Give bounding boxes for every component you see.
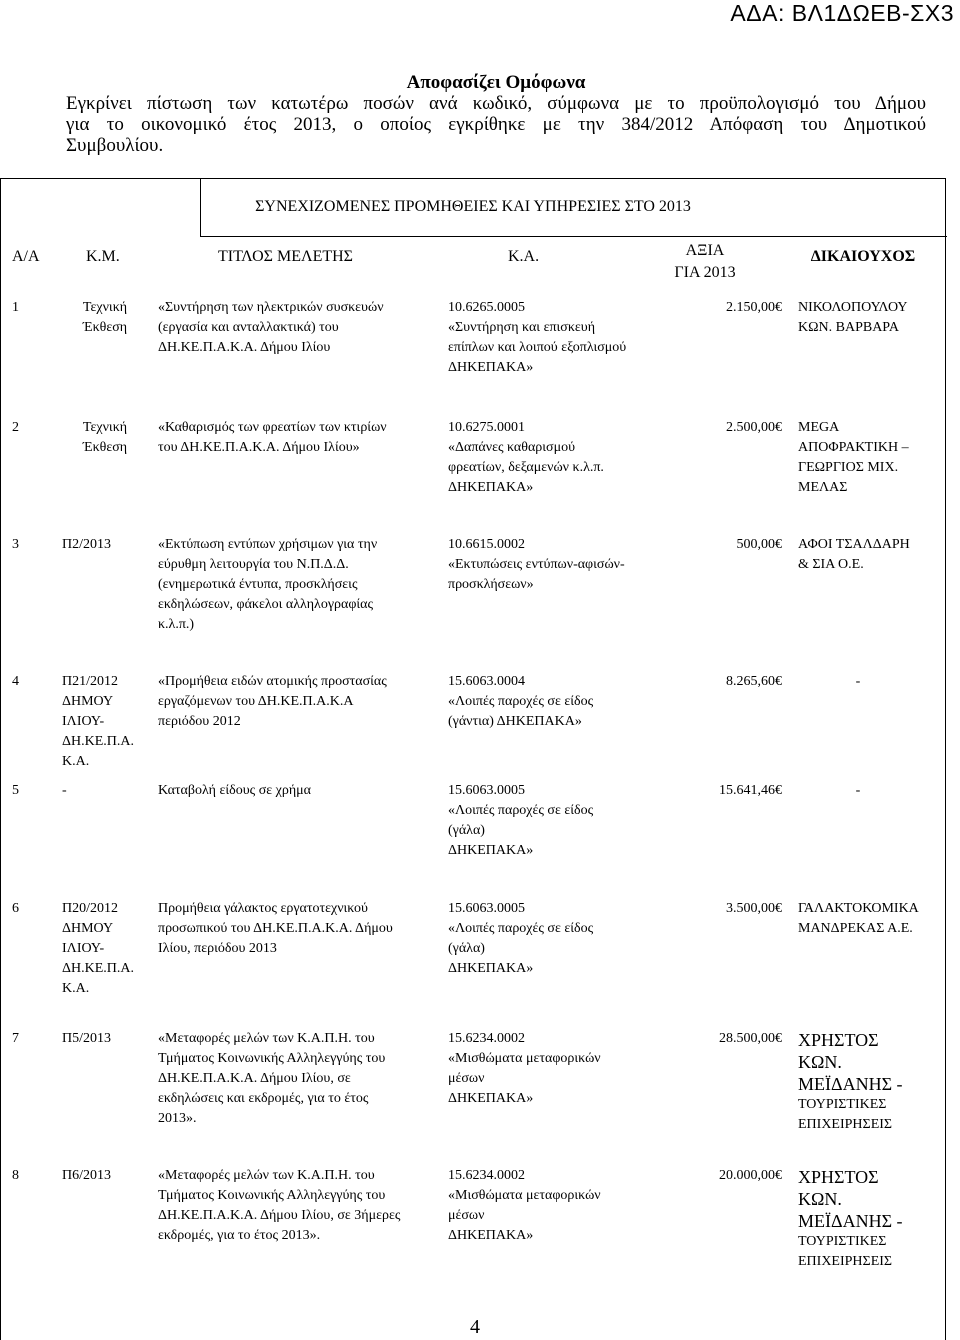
cell-line: επίπλων και λοιπού εξοπλισμού [448, 340, 627, 355]
cell-line: 15.6063.0004 [448, 674, 525, 689]
row-title [158, 1166, 440, 1246]
cell-line: ΔΗΚΕΠΑΚΑ» [448, 360, 534, 375]
cell-line: «Εκτύπωση εντύπων χρήσιμων για την [158, 537, 378, 552]
cell-line: (γάλα) [448, 823, 485, 838]
cell-line: εργαζόμενων του ΔΗ.ΚΕ.Π.Α.Κ.Α [158, 694, 354, 709]
header-axia [650, 240, 760, 284]
euro-sign: € [775, 783, 782, 798]
cell-line: ΑΠΟΦΡΑΚΤΙΚΗ – [798, 440, 909, 455]
cell-line: ΧΡΗΣΤΟΣ [798, 1030, 879, 1050]
cell-line: 15.6234.0002 [448, 1031, 525, 1046]
row-axia-value: 2.150,00 [726, 300, 775, 315]
cell-line: «Μεταφορές μελών των Κ.Α.Π.Η. του [158, 1031, 375, 1046]
cell-line: Π21/2012 [62, 674, 118, 689]
row-km [62, 899, 148, 999]
cell-line: 10.6275.0001 [448, 420, 525, 435]
cell-line: Π20/2012 [62, 901, 118, 916]
cell-line: «Λοιπές παροχές σε είδος [448, 921, 594, 936]
cell-line: περιόδου 2012 [158, 714, 241, 729]
cell-line: ΙΛΙΟΥ- [62, 714, 105, 729]
cell-line: - [62, 783, 67, 798]
page-number: 4 [470, 1316, 480, 1338]
row-axia [642, 672, 782, 692]
row-number: 1 [12, 300, 19, 315]
cell-line: Κ.Α. [62, 981, 90, 996]
cell-line: 15.6063.0005 [448, 783, 525, 798]
header-dik: ΔΙΚΑΙΟΥΧΟΣ [810, 248, 916, 265]
cell-line: Π5/2013 [62, 1031, 111, 1046]
header-ka: Κ.Α. [508, 248, 540, 265]
intro-line-2: για το οικονομικό έτος 2013, ο οποίος εγκρίθηκε με την 384/2012 Απόφαση του Δημοτικού [66, 114, 926, 135]
cell-line: ΜΕΛΑΣ [798, 480, 848, 495]
row-number: 2 [12, 420, 19, 435]
cell-line: ΔΗΚΕΠΑΚΑ» [448, 1091, 534, 1106]
cell-line: ΚΩΝ. [798, 1052, 842, 1072]
cell-line: εύρυθμη λειτουργία του Ν.Π.Δ.Δ. [158, 557, 349, 572]
cell-line: εκδρομές, για το έτος 2013». [158, 1228, 321, 1243]
row-number: 6 [12, 901, 19, 916]
header-km: Κ.Μ. [86, 248, 120, 265]
cell-line: ΔΗΚΕΠΑΚΑ» [448, 843, 534, 858]
cell-line: ΤΟΥΡΙΣΤΙΚΕΣ [798, 1097, 887, 1112]
row-km [62, 535, 148, 555]
cell-line: «Μεταφορές μελών των Κ.Α.Π.Η. του [158, 1168, 375, 1183]
cell-line: (γάντια) ΔΗΚΕΠΑΚΑ» [448, 714, 582, 729]
row-axia-value: 20.000,00 [719, 1168, 775, 1183]
cell-line: Τμήματος Κοινωνικής Αλληλεγγύης του [158, 1188, 386, 1203]
row-axia-value: 15.641,46 [719, 783, 775, 798]
row-axia [642, 535, 782, 555]
row-km [62, 672, 148, 772]
euro-sign: € [775, 420, 782, 435]
cell-line: ΚΩΝ. [798, 1189, 842, 1209]
row-axia [642, 298, 782, 318]
cell-line: 15.6234.0002 [448, 1168, 525, 1183]
cell-line: ΜΕΪΔΑΝΗΣ - [798, 1211, 903, 1231]
row-axia [642, 899, 782, 919]
euro-sign: € [775, 674, 782, 689]
cell-line: ΔΗ.ΚΕ.Π.Α. [62, 734, 134, 749]
cell-line: ΔΗΜΟΥ [62, 921, 114, 936]
cell-line: (ενημερωτικά έντυπα, προσκλήσεις [158, 577, 358, 592]
cell-line: ΙΛΙΟΥ- [62, 941, 105, 956]
decision-intro [66, 72, 926, 156]
header-axia-line1: ΑΞΙΑ [685, 242, 725, 259]
cell-line: Έκθεση [82, 320, 128, 335]
cell-line: ΓΕΩΡΓΙΟΣ ΜΙΧ. [798, 460, 899, 475]
cell-line: ΔΗ.ΚΕ.Π.Α.Κ.Α. Δήμου Ιλίου [158, 340, 331, 355]
cell-line: - [855, 783, 861, 798]
row-beneficiary [798, 672, 944, 692]
cell-line: ΔΗΜΟΥ [62, 694, 114, 709]
row-axia-value: 8.265,60 [726, 674, 775, 689]
cell-line: 15.6063.0005 [448, 901, 525, 916]
row-beneficiary [798, 1166, 944, 1272]
cell-line: Τεχνική [82, 300, 128, 315]
cell-line: ΑΦΟΙ ΤΣΑΛΔΑΡΗ [798, 537, 910, 552]
cell-line: ΜΕΪΔΑΝΗΣ - [798, 1074, 903, 1094]
row-title [158, 781, 440, 801]
cell-line: προσκλήσεων» [448, 577, 534, 592]
cell-line: Καταβολή είδους σε χρήμα [158, 783, 312, 798]
decision-heading: Αποφασίζει Ομόφωνα [406, 72, 586, 93]
row-km [62, 781, 148, 801]
cell-line: 2013». [158, 1111, 197, 1126]
cell-line: εκδηλώσεις και εκδρομές, για το έτος [158, 1091, 369, 1106]
cell-line: 10.6615.0002 [448, 537, 525, 552]
cell-line: ΔΗΚΕΠΑΚΑ» [448, 1228, 534, 1243]
row-km [62, 418, 148, 458]
row-axia-value: 2.500,00 [726, 420, 775, 435]
row-axia [642, 1166, 782, 1186]
row-beneficiary [798, 418, 944, 498]
row-km [62, 1166, 148, 1186]
row-number: 7 [12, 1031, 19, 1046]
cell-line: - [855, 674, 861, 689]
cell-line: Ιλίου, περιόδου 2013 [158, 941, 277, 956]
cell-line: 10.6265.0005 [448, 300, 525, 315]
row-beneficiary [798, 1029, 944, 1135]
cell-line: «Μισθώματα μεταφορικών [448, 1051, 601, 1066]
cell-line: «Μισθώματα μεταφορικών [448, 1188, 601, 1203]
cell-line: (εργασία και ανταλλακτικά) του [158, 320, 339, 335]
cell-line: «Λοιπές παροχές σε είδος [448, 694, 594, 709]
cell-line: Π6/2013 [62, 1168, 111, 1183]
row-beneficiary [798, 535, 944, 575]
row-title [158, 899, 440, 959]
row-axia [642, 781, 782, 801]
row-title [158, 535, 440, 635]
cell-line: «Καθαρισμός των φρεατίων των κτιρίων [158, 420, 387, 435]
row-axia-value: 3.500,00 [726, 901, 775, 916]
cell-line: «Λοιπές παροχές σε είδος [448, 803, 594, 818]
row-title [158, 418, 440, 458]
cell-line: ΓΑΛΑΚΤΟΚΟΜΙΚΑ [798, 901, 919, 916]
row-km [62, 1029, 148, 1049]
cell-line: κ.λ.π.) [158, 617, 195, 632]
row-number: 4 [12, 674, 19, 689]
cell-line: ΤΟΥΡΙΣΤΙΚΕΣ [798, 1234, 887, 1249]
cell-line: ΕΠΙΧΕΙΡΗΣΕΙΣ [798, 1254, 893, 1269]
euro-sign: € [775, 901, 782, 916]
row-number: 8 [12, 1168, 19, 1183]
cell-line: προσωπικού του ΔΗ.ΚΕ.Π.Α.Κ.Α. Δήμου [158, 921, 393, 936]
euro-sign: € [775, 1168, 782, 1183]
row-title [158, 1029, 440, 1129]
ada-code: ΑΔΑ: ΒΛ1ΔΩΕΒ-ΣΧ3 [730, 0, 954, 26]
cell-line: φρεατίων, δεξαμενών κ.λ.π. [448, 460, 604, 475]
cell-line: «Δαπάνες καθαρισμού [448, 440, 576, 455]
euro-sign: € [775, 537, 782, 552]
cell-line: ΝΙΚΟΛΟΠΟΥΛΟΥ [798, 300, 908, 315]
row-number: 3 [12, 537, 19, 552]
cell-line: εκδηλώσεων, φάκελοι αλληλογραφίας [158, 597, 374, 612]
row-title [158, 672, 440, 732]
cell-line: μέσων [448, 1071, 485, 1086]
cell-line: «Προμήθεια ειδών ατομικής προστασίας [158, 674, 387, 689]
cell-line: Π2/2013 [62, 537, 111, 552]
cell-line: MEGA [798, 420, 840, 435]
euro-sign: € [775, 1031, 782, 1046]
cell-line: ΔΗΚΕΠΑΚΑ» [448, 480, 534, 495]
cell-line: Κ.Α. [62, 754, 90, 769]
cell-line: «Συντήρηση των ηλεκτρικών συσκευών [158, 300, 384, 315]
section-title: ΣΥΝΕΧΙΖΟΜΕΝΕΣ ΠΡΟΜΗΘΕΙΕΣ ΚΑΙ ΥΠΗΡΕΣΙΕΣ ΣΤΟ 2013 [255, 198, 691, 215]
row-beneficiary [798, 899, 944, 939]
cell-line: (γάλα) [448, 941, 485, 956]
cell-line: ΔΗ.ΚΕ.Π.Α.Κ.Α. Δήμου Ιλίου, σε [158, 1071, 351, 1086]
row-axia-value: 500,00 [736, 537, 775, 552]
row-beneficiary [798, 781, 944, 801]
cell-line: ΜΑΝΔΡΕΚΑΣ Α.Ε. [798, 921, 913, 936]
row-km [62, 298, 148, 338]
row-title [158, 298, 440, 358]
cell-line: «Εκτυπώσεις εντύπων-αφισών- [448, 557, 625, 572]
row-number: 5 [12, 783, 19, 798]
intro-line-3: Συμβουλίου. [66, 135, 164, 156]
cell-line: Έκθεση [82, 440, 128, 455]
row-beneficiary [798, 298, 944, 338]
cell-line: μέσων [448, 1208, 485, 1223]
cell-line: Προμήθεια γάλακτος εργατοτεχνικού [158, 901, 368, 916]
cell-line: Τμήματος Κοινωνικής Αλληλεγγύης του [158, 1051, 386, 1066]
header-title: ΤΙΤΛΟΣ ΜΕΛΕΤΗΣ [218, 248, 353, 265]
cell-line: ΕΠΙΧΕΙΡΗΣΕΙΣ [798, 1117, 893, 1132]
cell-line: ΔΗΚΕΠΑΚΑ» [448, 961, 534, 976]
cell-line: ΚΩΝ. ΒΑΡΒΑΡΑ [798, 320, 899, 335]
cell-line: Τεχνική [82, 420, 128, 435]
intro-line-1: Εγκρίνει πίστωση των κατωτέρω ποσών ανά κωδικό, σύμφωνα με το προϋπολογισμό του Δήμου [66, 93, 926, 114]
cell-line: & ΣΙΑ Ο.Ε. [798, 557, 864, 572]
cell-line: του ΔΗ.ΚΕ.Π.Α.Κ.Α. Δήμου Ιλίου» [158, 440, 360, 455]
row-axia-value: 28.500,00 [719, 1031, 775, 1046]
row-axia [642, 1029, 782, 1049]
cell-line: «Συντήρηση και επισκευή [448, 320, 596, 335]
header-axia-line2: ΓΙΑ 2013 [674, 264, 736, 281]
row-axia [642, 418, 782, 438]
cell-line: ΧΡΗΣΤΟΣ [798, 1167, 879, 1187]
header-aa: Α/Α [12, 248, 40, 265]
cell-line: ΔΗ.ΚΕ.Π.Α. [62, 961, 134, 976]
cell-line: ΔΗ.ΚΕ.Π.Α.Κ.Α. Δήμου Ιλίου, σε 3ήμερες [158, 1208, 401, 1223]
euro-sign: € [775, 300, 782, 315]
